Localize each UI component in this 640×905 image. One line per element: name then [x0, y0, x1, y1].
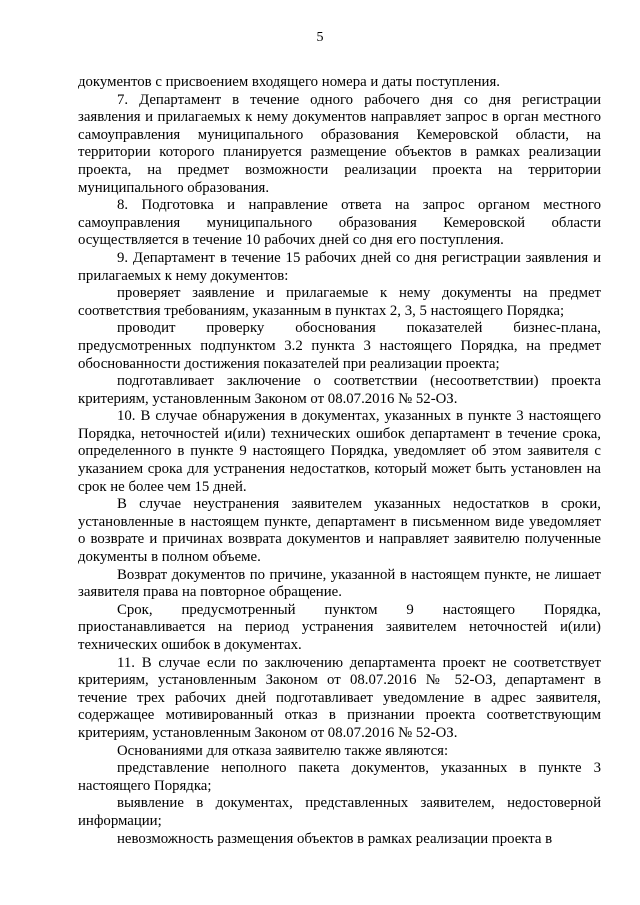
paragraph-refusal-incomplete-package: представление неполного пакета документов, указанных в пункте 3 настоящего Порядка; — [78, 760, 601, 794]
paragraph-item-8: 8. Подготовка и направление ответа на запрос органом местного самоуправления муниципального образования Кемеровской области осуществляется в течение 10 рабочих дней со дня его поступления. — [78, 197, 601, 249]
paragraph-item-9-prepare-conclusion: подготавливает заключение о соответствии (несоответствии) проекта критериям, установленным Законом от 08.07.2016 № 52-ОЗ. — [78, 373, 601, 407]
paragraph-item-9-verify-business-plan: проводит проверку обоснования показателей бизнес-плана, предусмотренных подпунктом 3.2 пункта 3 настоящего Порядка, на предмет обоснованности достижения показателей при реализации проекта; — [78, 320, 601, 372]
paragraph-continuation: документов с присвоением входящего номера и даты поступления. — [78, 74, 500, 90]
page-number: 5 — [316, 30, 324, 45]
document-body — [78, 74, 601, 848]
paragraph-item-7: 7. Департамент в течение одного рабочего дня со дня регистрации заявления и прилагаемых к нему документов направляет запрос в орган местного самоуправления муниципального образования Кемеровской области, на территории которого планируется размещение объектов в рамках реализации проекта, на предмет возможности реализации проекта на территории муниципального образования. — [78, 91, 601, 196]
paragraph-item-9: 9. Департамент в течение 15 рабочих дней со дня регистрации заявления и прилагаемых к нему документов: — [78, 249, 601, 284]
paragraph-refusal-placement-impossible: невозможность размещения объектов в рамках реализации проекта в — [117, 830, 553, 847]
paragraph-item-10-non-correction: В случае неустранения заявителем указанных недостатков в сроки, установленные в настоящем пункте, департамент в письменном виде уведомляет о возврате и причинах возврата документов и направляет заявителю полученные документы в полном объеме. — [78, 496, 601, 566]
paragraph-item-10-suspension: Срок, предусмотренный пунктом 9 настоящего Порядка, приостанавливается на период устранения заявителем неточностей и(или) технических ошибок в документах. — [78, 601, 601, 653]
paragraph-item-9-check-documents: проверяет заявление и прилагаемые к нему документы на предмет соответствия требованиям, указанным в пунктах 2, 3, 5 настоящего Порядка; — [78, 285, 601, 319]
paragraph-item-10-return: Возврат документов по причине, указанной в настоящем пункте, не лишает заявителя права на повторное обращение. — [78, 566, 601, 601]
paragraph-refusal-grounds: Основаниями для отказа заявителю также являются: — [117, 742, 449, 759]
paragraph-item-10: 10. В случае обнаружения в документах, указанных в пункте 3 настоящего Порядка, неточностей и(или) технических ошибок департамент в течение срока, определенного в пункте 9 настоящего Порядка, уведомляет об этом заявителя с указанием срока для устранения недостатков, который может быть установлен на срок не более чем 15 дней. — [78, 408, 601, 495]
paragraph-item-11: 11. В случае если по заключению департамента проект не соответствует критериям, установленным Законом от 08.07.2016 № 52-ОЗ, департамент в течение трех рабочих дней подготавливает уведомление в адрес заявителя, содержащее мотивированный отказ в признании проекта соответствующим критериям, установленным Законом от 08.07.2016 № 52-ОЗ. — [78, 654, 601, 741]
paragraph-refusal-false-information: выявление в документах, представленных заявителем, недостоверной информации; — [78, 795, 601, 829]
